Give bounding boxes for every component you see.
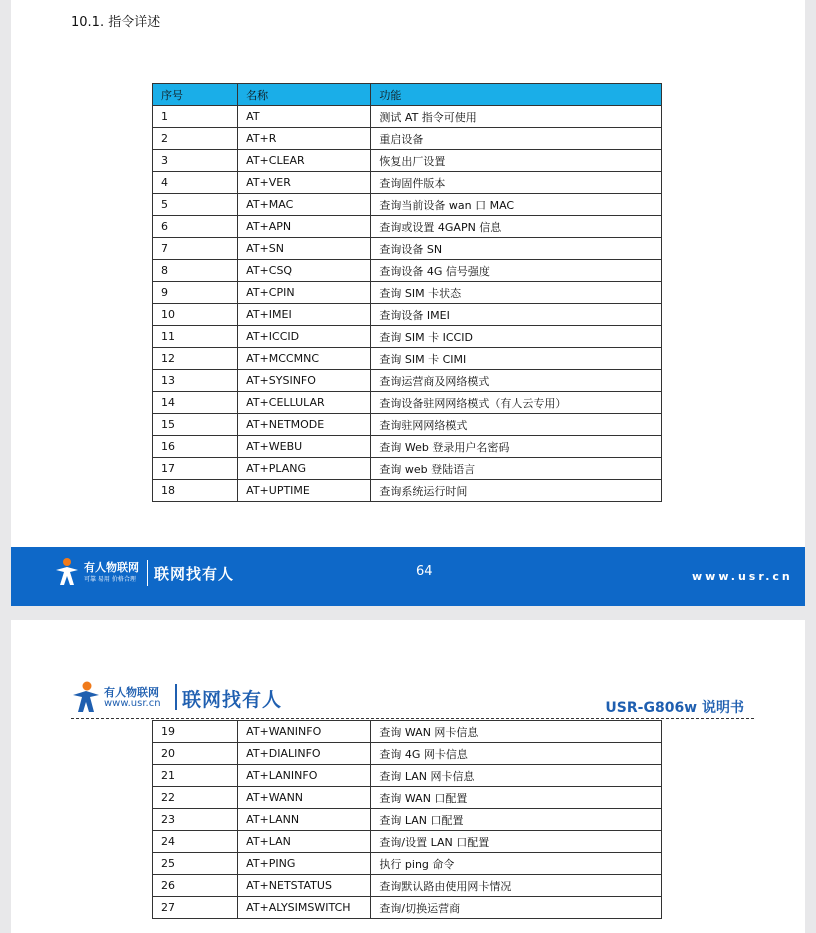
cell-index: 21 xyxy=(153,765,238,787)
cell-command: AT+ICCID xyxy=(238,326,371,348)
cell-index: 2 xyxy=(153,128,238,150)
cell-function: 查询 SIM 卡状态 xyxy=(371,282,662,304)
footer-divider xyxy=(147,560,148,586)
cell-function: 执行 ping 命令 xyxy=(371,853,662,875)
cell-command: AT+UPTIME xyxy=(238,480,371,502)
cell-command: AT+CLEAR xyxy=(238,150,371,172)
cell-command: AT+R xyxy=(238,128,371,150)
cell-index: 22 xyxy=(153,787,238,809)
cell-function: 查询或设置 4GAPN 信息 xyxy=(371,216,662,238)
table-row xyxy=(153,480,662,502)
cell-function: 查询 LAN 口配置 xyxy=(371,809,662,831)
cell-index: 1 xyxy=(153,106,238,128)
table-row xyxy=(153,787,662,809)
cell-index: 19 xyxy=(153,721,238,743)
page-number: 64 xyxy=(416,564,433,579)
cell-index: 27 xyxy=(153,897,238,919)
cell-command: AT+NETSTATUS xyxy=(238,875,371,897)
cell-function: 查询默认路由使用网卡情况 xyxy=(371,875,662,897)
cell-function: 查询系统运行时间 xyxy=(371,480,662,502)
table-row xyxy=(153,765,662,787)
cell-index: 13 xyxy=(153,370,238,392)
cell-function: 查询 SIM 卡 ICCID xyxy=(371,326,662,348)
at-command-table xyxy=(152,83,662,502)
cell-function: 查询 WAN 口配置 xyxy=(371,787,662,809)
table-header-row xyxy=(153,84,662,106)
cell-function: 查询 4G 网卡信息 xyxy=(371,743,662,765)
header-dashed-rule xyxy=(71,718,754,719)
cell-index: 7 xyxy=(153,238,238,260)
brand-name: 有人物联网 xyxy=(104,686,159,699)
table-row xyxy=(153,172,662,194)
cell-index: 9 xyxy=(153,282,238,304)
cell-function: 查询设备 SN xyxy=(371,238,662,260)
cell-command: AT+SYSINFO xyxy=(238,370,371,392)
cell-function: 重启设备 xyxy=(371,128,662,150)
cell-command: AT+WANN xyxy=(238,787,371,809)
cell-function: 查询 LAN 网卡信息 xyxy=(371,765,662,787)
cell-command: AT+IMEI xyxy=(238,304,371,326)
cell-function: 查询 Web 登录用户名密码 xyxy=(371,436,662,458)
table-row xyxy=(153,831,662,853)
cell-function: 查询驻网网络模式 xyxy=(371,414,662,436)
page-footer xyxy=(11,547,805,606)
cell-function: 查询 SIM 卡 CIMI xyxy=(371,348,662,370)
cell-index: 16 xyxy=(153,436,238,458)
cell-command: AT+LANN xyxy=(238,809,371,831)
table-row xyxy=(153,743,662,765)
cell-function: 查询当前设备 wan 口 MAC xyxy=(371,194,662,216)
document-page-65 xyxy=(11,620,805,933)
brand-url: www.usr.cn xyxy=(104,698,161,709)
cell-index: 20 xyxy=(153,743,238,765)
header-divider xyxy=(175,684,177,710)
cell-index: 17 xyxy=(153,458,238,480)
header-slogan: 联网找有人 xyxy=(182,689,283,711)
cell-command: AT+ALYSIMSWITCH xyxy=(238,897,371,919)
table-row xyxy=(153,194,662,216)
cell-function: 查询运营商及网络模式 xyxy=(371,370,662,392)
cell-index: 5 xyxy=(153,194,238,216)
footer-url: www.usr.cn xyxy=(692,570,793,583)
cell-index: 18 xyxy=(153,480,238,502)
table-row xyxy=(153,304,662,326)
cell-command: AT+PING xyxy=(238,853,371,875)
cell-function: 查询/切换运营商 xyxy=(371,897,662,919)
cell-index: 23 xyxy=(153,809,238,831)
cell-command: AT+PLANG xyxy=(238,458,371,480)
table-row xyxy=(153,436,662,458)
cell-index: 15 xyxy=(153,414,238,436)
table-row xyxy=(153,721,662,743)
table-row xyxy=(153,414,662,436)
cell-command: AT xyxy=(238,106,371,128)
table-row xyxy=(153,150,662,172)
cell-function: 测试 AT 指令可使用 xyxy=(371,106,662,128)
cell-index: 26 xyxy=(153,875,238,897)
table-row xyxy=(153,348,662,370)
cell-function: 查询固件版本 xyxy=(371,172,662,194)
cell-function: 查询/设置 LAN 口配置 xyxy=(371,831,662,853)
table-row xyxy=(153,875,662,897)
footer-slogan: 联网找有人 xyxy=(154,565,235,583)
page-header xyxy=(71,678,744,720)
cell-function: 恢复出厂设置 xyxy=(371,150,662,172)
table-row xyxy=(153,370,662,392)
table-row xyxy=(153,809,662,831)
brand-name: 有人物联网 xyxy=(84,561,139,574)
document-page-64 xyxy=(11,0,805,606)
table-row xyxy=(153,282,662,304)
cell-command: AT+WEBU xyxy=(238,436,371,458)
table-row xyxy=(153,238,662,260)
cell-index: 8 xyxy=(153,260,238,282)
cell-command: AT+VER xyxy=(238,172,371,194)
table-row xyxy=(153,897,662,919)
header-index: 序号 xyxy=(153,84,238,106)
cell-index: 14 xyxy=(153,392,238,414)
cell-command: AT+MCCMNC xyxy=(238,348,371,370)
cell-command: AT+CELLULAR xyxy=(238,392,371,414)
cell-index: 25 xyxy=(153,853,238,875)
cell-index: 24 xyxy=(153,831,238,853)
cell-index: 4 xyxy=(153,172,238,194)
table-row xyxy=(153,392,662,414)
cell-command: AT+DIALINFO xyxy=(238,743,371,765)
cell-index: 11 xyxy=(153,326,238,348)
cell-command: AT+SN xyxy=(238,238,371,260)
cell-index: 12 xyxy=(153,348,238,370)
cell-function: 查询设备 IMEI xyxy=(371,304,662,326)
cell-command: AT+NETMODE xyxy=(238,414,371,436)
cell-function: 查询设备驻网网络模式（有人云专用） xyxy=(371,392,662,414)
cell-command: AT+CPIN xyxy=(238,282,371,304)
at-command-table-continued xyxy=(152,720,662,919)
cell-command: AT+CSQ xyxy=(238,260,371,282)
table-row xyxy=(153,106,662,128)
table-row xyxy=(153,128,662,150)
usr-logo-icon xyxy=(71,680,101,714)
table-row xyxy=(153,458,662,480)
cell-command: AT+LAN xyxy=(238,831,371,853)
brand-tagline: 可靠 易用 价格合理 xyxy=(84,576,136,583)
document-title: USR-G806w 说明书 xyxy=(605,700,744,716)
cell-command: AT+WANINFO xyxy=(238,721,371,743)
table-row xyxy=(153,216,662,238)
table-row xyxy=(153,326,662,348)
header-name: 名称 xyxy=(238,84,371,106)
table-row xyxy=(153,853,662,875)
section-title: 10.1. 指令详述 xyxy=(71,15,161,30)
cell-index: 10 xyxy=(153,304,238,326)
cell-command: AT+LANINFO xyxy=(238,765,371,787)
table-row xyxy=(153,260,662,282)
usr-logo-icon xyxy=(53,557,81,587)
cell-index: 6 xyxy=(153,216,238,238)
cell-function: 查询 WAN 网卡信息 xyxy=(371,721,662,743)
cell-command: AT+APN xyxy=(238,216,371,238)
header-function: 功能 xyxy=(371,84,662,106)
cell-function: 查询 web 登陆语言 xyxy=(371,458,662,480)
cell-index: 3 xyxy=(153,150,238,172)
cell-function: 查询设备 4G 信号强度 xyxy=(371,260,662,282)
cell-command: AT+MAC xyxy=(238,194,371,216)
